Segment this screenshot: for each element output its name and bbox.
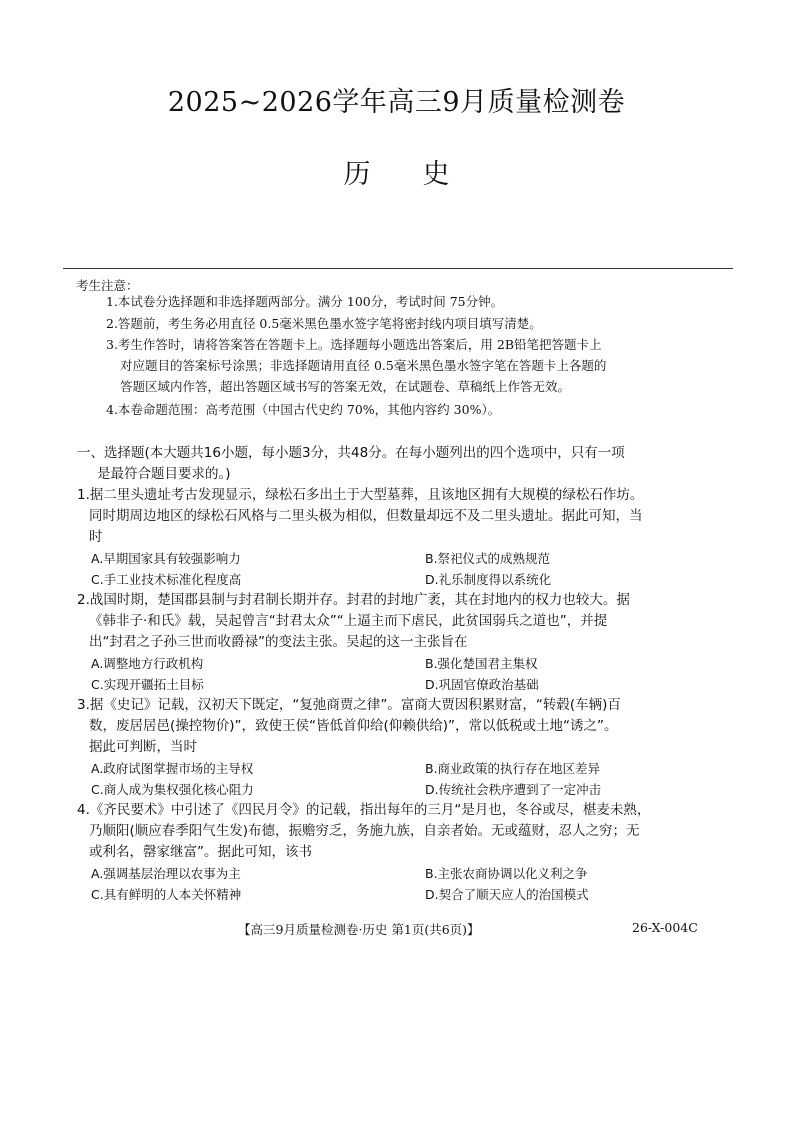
section-heading — [77, 443, 737, 485]
question-2-options-row-1 — [77, 653, 742, 674]
question-3-options-row-1 — [77, 758, 742, 779]
question-3-line-3: 据此可判断，当时 — [89, 739, 197, 755]
question-1-line-2: 同时期周边地区的绿松石风格与二里头极为相似，但数量却远不及二里头遗址。据此可知，当 — [89, 508, 643, 524]
notice-item-2: 2.答题前，考生务必用直径 0.5毫米黑色墨水签字笔将密封线内项目填写清楚。 — [106, 316, 542, 331]
question-2-line-3: 出“封君之子孙三世而收爵禄”的变法主张。吴起的这一主张旨在 — [89, 634, 468, 650]
question-1-stem — [77, 485, 742, 548]
notice-item-4: 4.本卷命题范围：高考范围（中国古代史约 70%，其他内容约 30%）。 — [106, 402, 501, 417]
question-3-option-b[interactable]: B.商业政策的执行存在地区差异 — [425, 761, 601, 776]
question-1-option-d[interactable]: D.礼乐制度得以系统化 — [425, 572, 552, 587]
question-4-stem — [77, 800, 742, 863]
question-3-line-2: 数，废居居邑(操控物价)”，致使王侯“皆低首仰给(仰赖供给)”，常以低税或土地“诱之”。 — [89, 718, 618, 734]
question-3 — [77, 695, 742, 800]
question-2-option-b[interactable]: B.强化楚国君主集权 — [425, 656, 538, 671]
question-2 — [77, 590, 742, 695]
question-2-line-2: 《韩非子·和氏》载，吴起曾言“封君太众”“上逼主而下虐民，此贫国弱兵之道也”，并提 — [89, 613, 608, 629]
question-4-option-c[interactable]: C.具有鲜明的人本关怀精神 — [91, 887, 242, 902]
section-heading-line-1: 一、选择题(本大题共16小题，每小题3分，共48分。在每小题列出的四个选项中，只有一项 — [77, 445, 625, 461]
notice-item-3-line-2: 对应题目的答案标号涂黑；非选择题请用直径 0.5毫米黑色墨水签字笔在答题卡上各题的 — [120, 358, 607, 373]
question-4-options-row-2 — [77, 884, 742, 905]
question-4-option-d[interactable]: D.契合了顺天应人的治国模式 — [425, 887, 589, 902]
question-4-line-1: 4.《齐民要术》中引述了《四民月令》的记载，指出每年的三月“是月也，冬谷或尽，椹麦未熟， — [77, 802, 651, 818]
question-4-line-2: 乃顺阳(顺应春季阳气生发)布德，振赡穷乏，务施九族，自亲者始。无或蕴财，忍人之穷；无 — [89, 823, 640, 839]
notice-item-3-line-3: 答题区域内作答，超出答题区域书写的答案无效，在试题卷、草稿纸上作答无效。 — [120, 379, 571, 394]
question-1-option-c[interactable]: C.手工业技术标准化程度高 — [91, 572, 242, 587]
question-1-options-row-1 — [77, 548, 742, 569]
notice-item-1: 1.本试卷分选择题和非选择题两部分。满分 100分，考试时间 75分钟。 — [106, 294, 504, 309]
notice-item-3-line-1: 3.考生作答时，请将答案答在答题卡上。选择题每小题选出答案后，用 2B铅笔把答题卡上 — [106, 337, 602, 352]
subject-char-1: 历 — [343, 159, 371, 190]
subject-char-2: 史 — [422, 159, 450, 190]
question-3-options-row-2 — [77, 779, 742, 800]
question-1-options-row-2 — [77, 569, 742, 590]
question-3-option-c[interactable]: C.商人成为集权强化核心阻力 — [91, 782, 254, 797]
question-1-option-a[interactable]: A.早期国家具有较强影响力 — [91, 551, 241, 566]
footer-page-info: 【高三9月质量检测卷·历史 第1页(共6页)】 — [238, 922, 480, 937]
question-2-option-d[interactable]: D.巩固官僚政治基础 — [425, 677, 539, 692]
question-4-option-b[interactable]: B.主张农商协调以化义利之争 — [425, 866, 588, 881]
question-4-options-row-1 — [77, 863, 742, 884]
question-2-options-row-2 — [77, 674, 742, 695]
question-4-line-3: 或利名，罄家继富”。据此可知，该书 — [89, 844, 312, 860]
question-3-line-1: 3.据《史记》记载，汉初天下既定，“复弛商贾之律”。富商大贾因积累财富，“转毂(车辆)百 — [77, 697, 621, 713]
question-3-option-d[interactable]: D.传统社会秩序遭到了一定冲击 — [425, 782, 602, 797]
question-2-option-a[interactable]: A.调整地方行政机构 — [91, 656, 204, 671]
subject-heading — [0, 152, 793, 191]
exam-title: 2025~2026学年高三9月质量检测卷 — [167, 87, 626, 118]
section-heading-line-2: 是最符合题目要求的。) — [97, 466, 231, 482]
question-1 — [77, 485, 742, 590]
notice-item-3 — [106, 334, 736, 397]
question-4 — [77, 800, 742, 905]
question-1-option-b[interactable]: B.祭祀仪式的成熟规范 — [425, 551, 551, 566]
question-4-option-a[interactable]: A.强调基层治理以农事为主 — [91, 866, 241, 881]
question-2-option-c[interactable]: C.实现开疆拓土目标 — [91, 677, 204, 692]
question-1-line-3: 时 — [89, 529, 103, 545]
question-2-line-1: 2.战国时期，楚国郡县制与封君制长期并存。封君的封地广袤，其在封地内的权力也较大。据 — [77, 592, 630, 608]
divider-line — [63, 268, 733, 269]
notice-heading: 考生注意： — [76, 278, 139, 293]
question-3-option-a[interactable]: A.政府试图掌握市场的主导权 — [91, 761, 254, 776]
footer-exam-code: 26-X-004C — [632, 920, 698, 935]
question-3-stem — [77, 695, 742, 758]
question-2-stem — [77, 590, 742, 653]
question-1-line-1: 1.据二里头遗址考古发现显示，绿松石多出土于大型墓葬，且该地区拥有大规模的绿松石作坊。 — [77, 487, 644, 503]
